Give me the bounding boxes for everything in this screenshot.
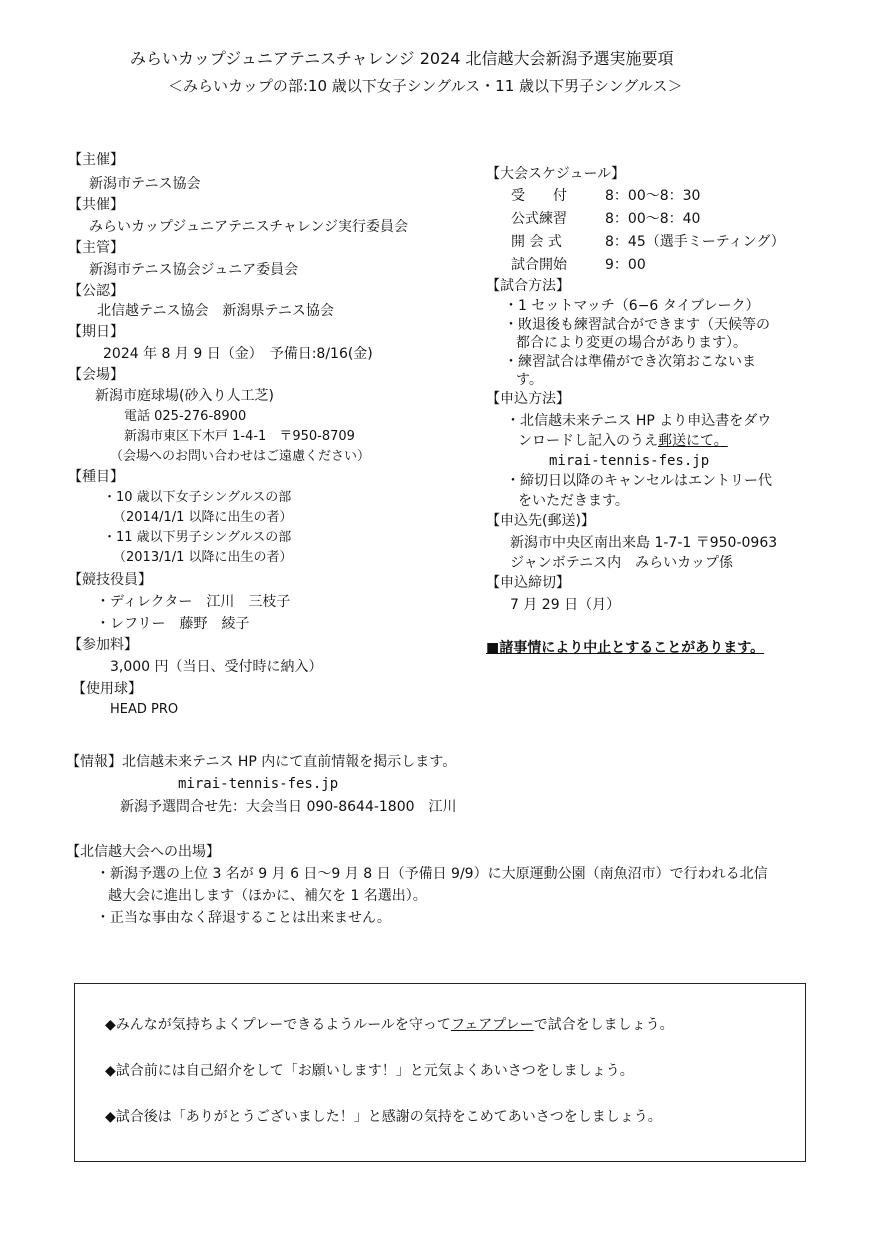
events-heading: 【種目】 xyxy=(68,469,124,485)
page-title: みらいカップジュニアテニスチャレンジ 2024 北信越大会新潟予選実施要項 xyxy=(130,49,674,68)
manager-heading: 【主管】 xyxy=(68,240,124,256)
apply-cancel-2: をいただきます。 xyxy=(518,493,629,509)
fee-value: 3,000 円（当日、受付時に納入） xyxy=(110,659,323,675)
cohost-heading: 【共催】 xyxy=(68,197,124,213)
fairplay-line-1-post: で試合をしましょう。 xyxy=(533,1017,674,1033)
hokushinetsu-heading: 【北信越大会への出場】 xyxy=(66,844,220,860)
schedule-heading: 【大会スケジュール】 xyxy=(486,166,626,182)
schedule-time: 8：00～8：30 xyxy=(605,188,701,204)
destination-name: ジャンボテニス内 みらいカップ係 xyxy=(510,555,734,571)
event-boys: ・11 歳以下男子シングルスの部 xyxy=(103,530,292,545)
fairplay-box xyxy=(74,983,806,1162)
hokushinetsu-line-1: ・新潟予選の上位 3 名が 9 月 6 日～9 月 8 日（予備日 9/9）に大原運動公園（南魚沼市）で行われる北信 xyxy=(96,866,768,882)
cohost-value: みらいカップジュニアテニスチャレンジ実行委員会 xyxy=(89,219,409,235)
venue-tel: 電話 025-276-8900 xyxy=(124,409,247,424)
hokushinetsu-line-2: 越大会に進出します（ほかに、補欠を 1 名選出）。 xyxy=(108,888,427,904)
event-girls-note: （2014/1/1 以降に出生の者） xyxy=(113,510,293,525)
schedule-time: 8：45（選手ミーティング） xyxy=(605,234,785,250)
apply-line-2 xyxy=(518,434,728,448)
venue-heading: 【会場】 xyxy=(68,367,124,383)
method-practice-1: ・敗退後も練習試合ができます（天候等の xyxy=(504,317,770,333)
date-heading: 【期日】 xyxy=(68,324,124,340)
sanction-value: 北信越テニス協会 新潟県テニス協会 xyxy=(97,303,334,319)
schedule-label: 公式練習 xyxy=(511,211,567,227)
method-practice-3: ・練習試合は準備ができ次第おこないま xyxy=(504,354,756,370)
info-url: mirai-tennis-fes.jp xyxy=(178,776,339,792)
sanction-heading: 【公認】 xyxy=(68,283,124,299)
method-practice-2: 都合により変更の場合があります）。 xyxy=(516,335,747,351)
fairplay-line-2: ◆試合前には自己紹介をして「お願いします！」と元気よくあいさつをしましょう。 xyxy=(105,1063,634,1079)
fairplay-line-3: ◆試合後は「ありがとうございました！」と感謝の気持をこめてあいさつをしましょう。 xyxy=(105,1109,662,1125)
destination-address: 新潟市中央区南出来島 1-7-1 〒950-0963 xyxy=(510,535,778,551)
schedule-time: 8：00～8：40 xyxy=(605,211,701,227)
venue-name: 新潟市庭球場(砂入り人工芝) xyxy=(95,388,274,404)
fairplay-line-1-pre: ◆みんなが気持ちよくプレーできるようルールを守って xyxy=(105,1017,451,1033)
fairplay-line-1 xyxy=(105,1018,674,1032)
officials-heading: 【競技役員】 xyxy=(68,572,152,588)
deadline-value: 7 月 29 日（月） xyxy=(510,597,621,613)
date-value: 2024 年 8 月 9 日（金） 予備日:8/16(金) xyxy=(103,346,373,362)
apply-url: mirai-tennis-fes.jp xyxy=(549,453,710,469)
organizer-value: 新潟市テニス協会 xyxy=(89,176,201,192)
ball-value: HEAD PRO xyxy=(110,702,179,717)
apply-mail-note: 郵送にて。 xyxy=(658,433,728,449)
destination-heading: 【申込先(郵送)】 xyxy=(486,513,595,529)
director: ・ディレクター 江川 三枝子 xyxy=(96,594,291,610)
referee: ・レフリー 藤野 綾子 xyxy=(96,616,250,632)
method-heading: 【試合方法】 xyxy=(486,278,570,294)
info-line: 【情報】北信越未来テニス HP 内にて直前情報を掲示します。 xyxy=(66,754,457,770)
apply-line-1: ・北信越未来テニス HP より申込書をダウ xyxy=(506,413,772,429)
schedule-label: 開 会 式 xyxy=(511,234,562,250)
venue-note: （会場へのお問い合わせはご遠慮ください） xyxy=(110,449,371,464)
event-boys-note: （2013/1/1 以降に出生の者） xyxy=(113,550,293,565)
fairplay-word: フェアプレー xyxy=(450,1017,534,1033)
method-set: ・1 セットマッチ（6−6 タイブレーク） xyxy=(504,298,760,314)
apply-cancel-1: ・締切日以降のキャンセルはエントリー代 xyxy=(506,473,772,489)
schedule-label: 試合開始 xyxy=(511,257,567,273)
fee-heading: 【参加料】 xyxy=(68,637,138,653)
apply-line-2-text: ンロードし記入のうえ xyxy=(518,433,658,449)
venue-address: 新潟市東区下木戸 1-4-1 〒950-8709 xyxy=(124,429,355,444)
manager-value: 新潟市テニス協会ジュニア委員会 xyxy=(89,262,299,278)
page-subtitle: ＜みらいカップの部:10 歳以下女子シングルス・11 歳以下男子シングルス＞ xyxy=(168,77,683,95)
ball-heading: 【使用球】 xyxy=(72,681,142,697)
method-practice-4: す。 xyxy=(516,372,543,388)
organizer-heading: 【主催】 xyxy=(68,152,124,168)
info-contact: 新潟予選問合せ先：大会当日 090-8644-1800 江川 xyxy=(120,799,457,815)
event-girls: ・10 歳以下女子シングルスの部 xyxy=(103,490,292,505)
cancellation-notice: ■諸事情により中止とすることがあります。 xyxy=(486,640,765,656)
apply-heading: 【申込方法】 xyxy=(486,391,570,407)
schedule-label: 受 付 xyxy=(511,188,567,204)
hokushinetsu-line-3: ・正当な事由なく辞退することは出来ません。 xyxy=(96,910,391,926)
schedule-time: 9：00 xyxy=(605,257,646,273)
deadline-heading: 【申込締切】 xyxy=(486,575,570,591)
